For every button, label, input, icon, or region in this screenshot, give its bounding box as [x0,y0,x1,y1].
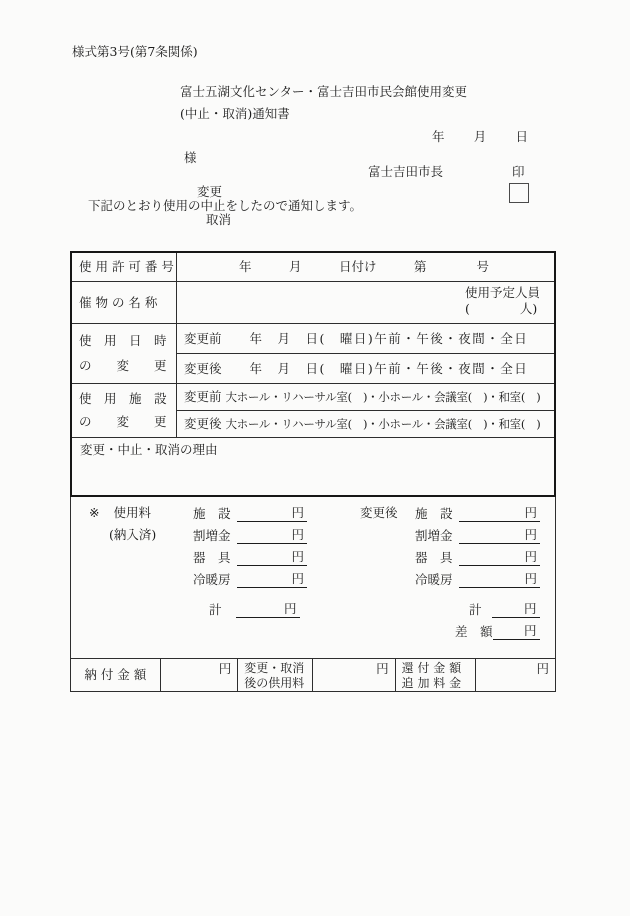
fee-amount-blank: 円 [236,601,300,618]
fee-total-before [209,601,300,618]
yen-unit: 円 [376,661,389,676]
paid-fee-note: (納入済) [109,527,157,542]
datetime-change-rows [72,324,554,384]
fee-amount-blank: 円 [493,623,540,640]
datetime-change-label-line2: の 変 更 [79,358,167,374]
fee-amount-blank: 円 [237,549,307,566]
fee-item-label: 冷暖房 [415,572,453,587]
datetime-before-row [177,324,554,354]
fee-line-facility-before [193,505,307,522]
paid-amount-label: 納 付 金 額 [71,659,161,691]
fee-item-label: 施 設 [193,506,231,521]
mayor-title: 富士吉田市長 [368,164,444,179]
fee-item-label: 割増金 [193,528,231,543]
facility-change-label-line1: 使 用 施 設 [79,391,167,407]
datetime-after-value: 年 月 日( 曜日)午前・午後・夜間・全日 [249,360,529,376]
permit-number-row [72,253,554,282]
fee-difference [455,623,540,640]
fee-line-hvac-before [193,571,307,588]
total-label: 計 [469,602,482,617]
paid-fee-label: 使用料 [113,505,151,520]
reference-mark: ※ [89,505,100,520]
after-label: 変更後 [184,360,222,376]
total-label: 計 [209,602,222,617]
before-label: 変更前 [184,330,222,346]
fee-section [71,497,555,658]
fee-amount-blank: 円 [492,601,540,618]
facility-after-row [177,411,554,437]
fee-item-label: 器 具 [415,550,453,565]
fee-line-surcharge-after [415,527,540,544]
facility-change-label-line2: の 変 更 [79,413,167,429]
datetime-change-label [72,324,177,383]
facility-change-rows [72,384,554,438]
fee-amount-blank: 円 [459,571,540,588]
refund-label-line1: 還 付 金 額 [401,661,462,675]
fee-amount-blank: 円 [237,527,307,544]
form-number: 様式第3号(第7条関係) [72,44,198,59]
fee-amount-blank: 円 [459,527,540,544]
facility-before-row [177,384,554,411]
datetime-change-label-line1: 使 用 日 時 [79,332,167,348]
difference-label: 差 額 [455,624,493,639]
datetime-before-value: 年 月 日( 曜日)午前・午後・夜間・全日 [249,330,529,346]
date-day-label: 日 [515,129,528,144]
fee-table [70,497,556,692]
fee-after-label: 変更後 [360,505,398,520]
event-name-row [72,282,554,324]
event-name-label: 催 物 の 名 称 [72,282,177,323]
main-table [70,251,556,497]
facility-before-value: 大ホール・リハーサル室( )・小ホール・会議室( )・和室( ) [225,389,541,404]
notice-choice-change: 変更 [197,184,223,199]
fee-line-equipment-before [193,549,307,566]
form-title-line1: 富士五湖文化センター・富士吉田市民会館使用変更 [180,84,468,99]
fee-line-facility-after [415,505,540,522]
yen-unit: 円 [536,661,549,676]
before-label: 変更前 [184,389,222,405]
refund-label-line2: 追 加 料 金 [401,676,462,690]
fee-item-label: 割増金 [415,528,453,543]
addressee-suffix: 様 [184,150,197,165]
seal-checkbox [509,183,529,203]
permit-number-label: 使 用 許 可 番 号 [72,253,177,281]
notice-choice-cancel: 取消 [206,212,232,227]
form-title-line2: (中止・取消)通知書 [180,106,290,121]
expected-attendance [465,285,540,317]
fee-amount-blank: 円 [237,505,307,522]
fee-amount-blank: 円 [459,549,540,566]
date-month-label: 月 [473,129,487,144]
fee-line-equipment-after [415,549,540,566]
after-label: 変更後 [184,416,222,432]
permit-number-value: 年 月 日付け 第 号 [239,259,490,275]
fee-line-hvac-after [415,571,540,588]
paid-amount-value [161,659,239,691]
datetime-after-row [177,354,554,383]
reason-label: 変更・中止・取消の理由 [80,442,218,457]
fee-item-label: 施 設 [415,506,453,521]
paid-fee-heading [89,505,151,521]
changed-fee-value [313,659,396,691]
seal-label: 印 [512,164,525,179]
fee-line-surcharge-before [193,527,307,544]
fee-amount-blank: 円 [459,505,540,522]
fee-total-after [469,601,540,618]
expected-attendance-blank: ( 人) [464,301,538,316]
facility-change-label [72,384,177,437]
fee-item-label: 冷暖房 [193,572,231,587]
fee-amount-blank: 円 [237,571,307,588]
notice-sentence: 下記のとおり使用の中止をしたので通知します。 [88,198,363,213]
changed-fee-label-line1: 変更・取消 [244,661,305,675]
changed-fee-label-line2: 後の供用料 [244,676,305,690]
date-year-label: 年 [432,129,445,144]
yen-unit: 円 [218,661,232,676]
refund-additional-label [396,659,477,691]
refund-additional-value [476,659,555,691]
fee-item-label: 器 具 [193,550,231,565]
event-name-value [177,282,554,323]
changed-fee-label [238,659,313,691]
amounts-row [71,658,555,691]
reason-row [72,438,554,495]
expected-attendance-label: 使用予定人員 [464,285,540,300]
date-line [432,129,528,145]
facility-after-value: 大ホール・リハーサル室( )・小ホール・会議室( )・和室( ) [225,416,541,431]
